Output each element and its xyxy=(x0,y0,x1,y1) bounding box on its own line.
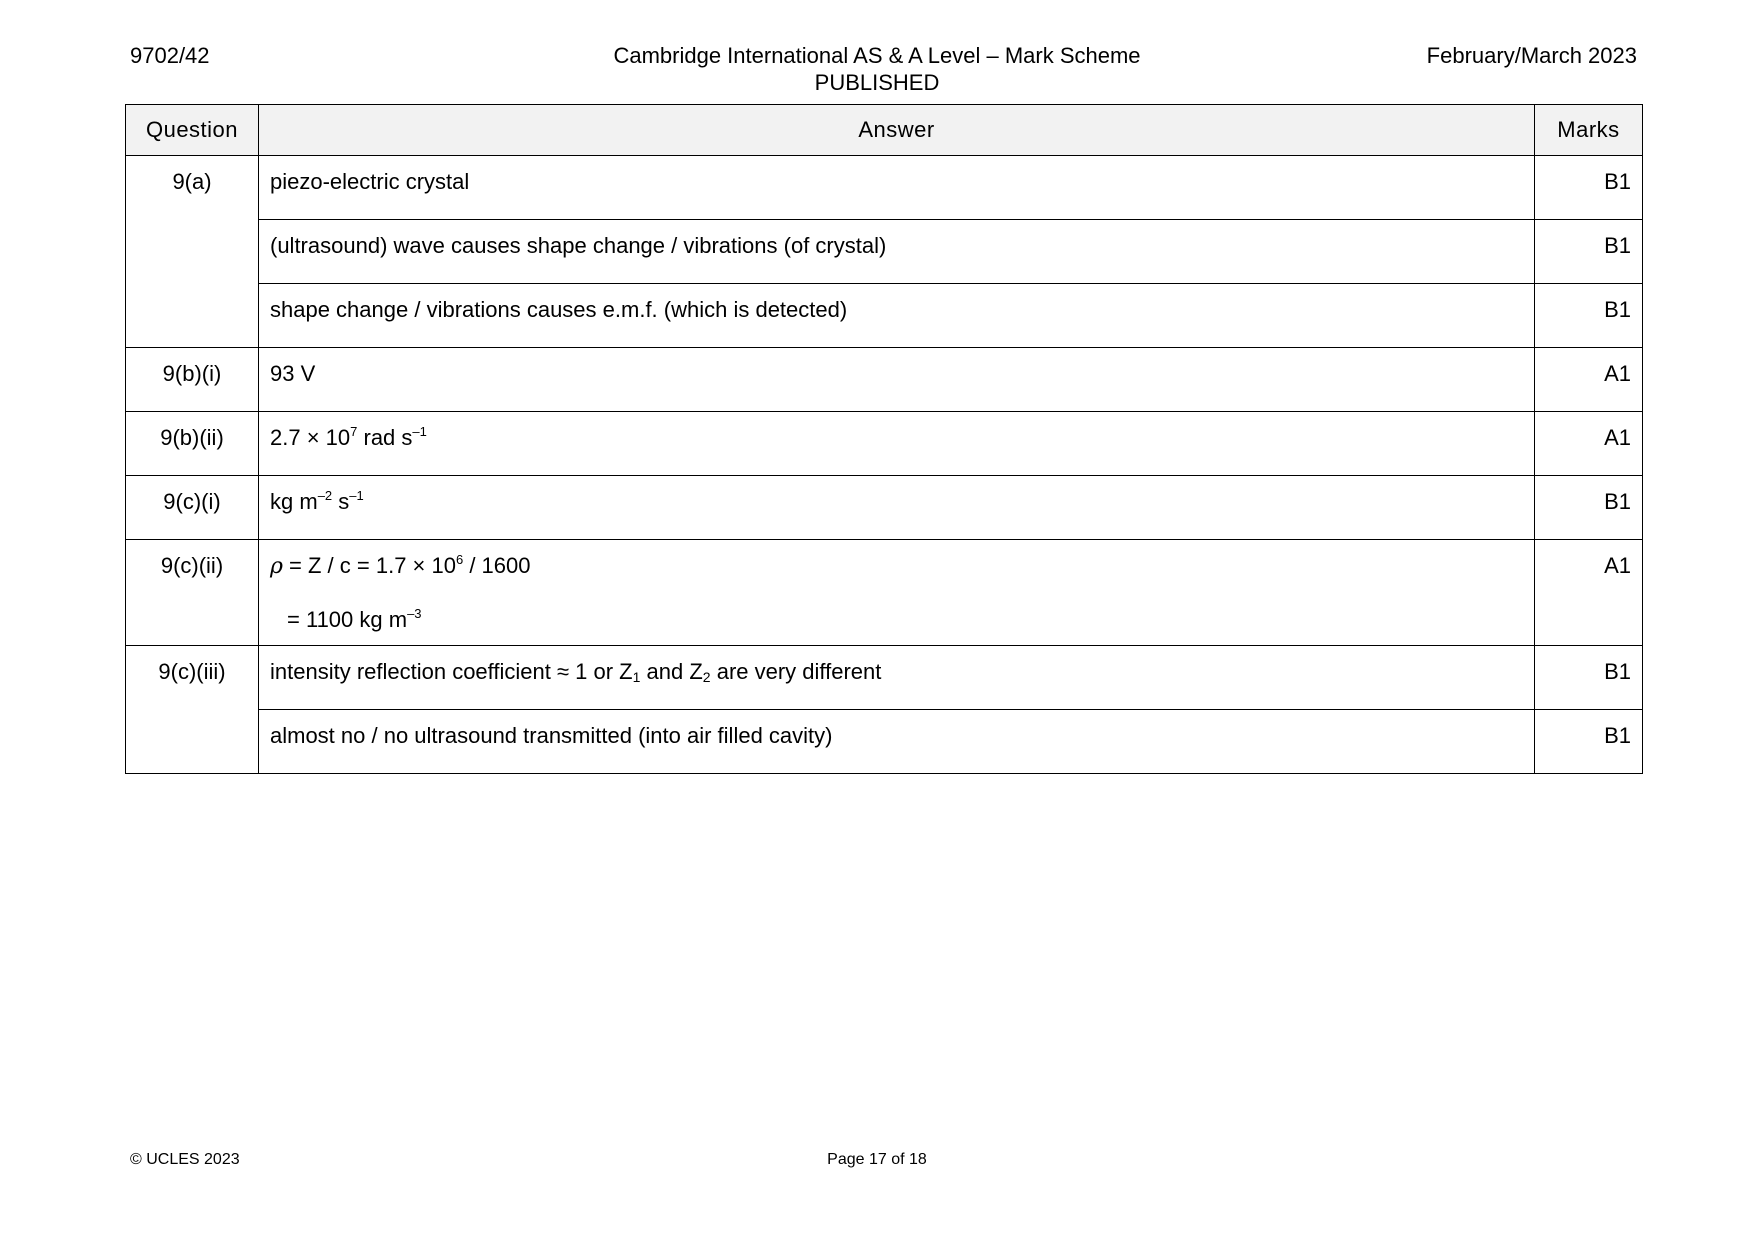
mark-cell: B1 xyxy=(1535,284,1643,348)
answer-cell xyxy=(259,540,1535,646)
table-row xyxy=(126,540,1643,646)
question-number: 9(c)(iii) xyxy=(126,646,259,774)
copyright-notice: © UCLES 2023 xyxy=(130,1151,240,1168)
table-row xyxy=(126,412,1643,476)
exponent: 6 xyxy=(455,552,464,567)
question-number: 9(c)(ii) xyxy=(126,540,259,646)
table-row xyxy=(126,646,1643,710)
exponent: –2 xyxy=(317,488,333,503)
answer-cell: almost no / no ultrasound transmitted (into air filled cavity) xyxy=(259,710,1535,774)
answer-text: intensity reflection coefficient ≈ 1 or Z xyxy=(270,659,633,684)
exam-session: February/March 2023 xyxy=(1426,43,1637,68)
table-row xyxy=(126,156,1643,220)
mark-cell: B1 xyxy=(1535,220,1643,284)
mark-cell: B1 xyxy=(1535,156,1643,220)
table-header-row xyxy=(126,105,1643,156)
question-number: 9(b)(i) xyxy=(126,348,259,412)
question-number: 9(c)(i) xyxy=(126,476,259,540)
document-subtitle: PUBLISHED xyxy=(814,70,940,95)
mark-cell: A1 xyxy=(1535,412,1643,476)
answer-text: kg m xyxy=(270,489,318,514)
exponent: –1 xyxy=(412,424,427,439)
table-row xyxy=(126,476,1643,540)
rho-symbol: ρ xyxy=(270,554,283,579)
answer-cell xyxy=(259,412,1535,476)
answer-text: are very different xyxy=(710,659,882,684)
answer-text: / 1600 xyxy=(463,553,531,578)
table-row xyxy=(126,284,1643,348)
question-number: 9(a) xyxy=(126,156,259,348)
answer-cell xyxy=(259,476,1535,540)
mark-cell: A1 xyxy=(1535,348,1643,412)
subscript: 2 xyxy=(702,669,711,685)
question-number: 9(b)(ii) xyxy=(126,412,259,476)
table-row xyxy=(126,348,1643,412)
mark-cell: B1 xyxy=(1535,476,1643,540)
answer-line-2 xyxy=(270,579,1523,633)
answer-text: = 1100 kg m xyxy=(287,607,408,632)
answer-text: = Z / c = 1.7 × 10 xyxy=(282,553,456,578)
answer-text: and Z xyxy=(640,659,703,684)
answer-cell: shape change / vibrations causes e.m.f. (which is detected) xyxy=(259,284,1535,348)
exponent: –1 xyxy=(349,488,364,503)
question-column-header: Question xyxy=(126,105,259,156)
marks-column-header: Marks xyxy=(1535,105,1643,156)
page-number: Page 17 of 18 xyxy=(827,1151,927,1168)
subscript: 1 xyxy=(632,669,641,685)
answer-cell: 93 V xyxy=(259,348,1535,412)
mark-scheme-table xyxy=(125,104,1643,774)
table-row xyxy=(126,220,1643,284)
answer-text: 2.7 × 10 xyxy=(270,425,351,450)
answer-text: s xyxy=(332,489,350,514)
paper-code: 9702/42 xyxy=(130,43,210,68)
document-title: Cambridge International AS & A Level – Mark Scheme xyxy=(613,43,1141,68)
answer-column-header: Answer xyxy=(259,105,1535,156)
table-row xyxy=(126,710,1643,774)
mark-cell: A1 xyxy=(1535,540,1643,646)
exponent: 7 xyxy=(350,424,358,439)
mark-cell: B1 xyxy=(1535,710,1643,774)
answer-cell: piezo-electric crystal xyxy=(259,156,1535,220)
answer-text: rad s xyxy=(357,425,413,450)
answer-cell: (ultrasound) wave causes shape change / vibrations (of crystal) xyxy=(259,220,1535,284)
mark-cell: B1 xyxy=(1535,646,1643,710)
exponent: –3 xyxy=(407,606,422,621)
answer-cell xyxy=(259,646,1535,710)
